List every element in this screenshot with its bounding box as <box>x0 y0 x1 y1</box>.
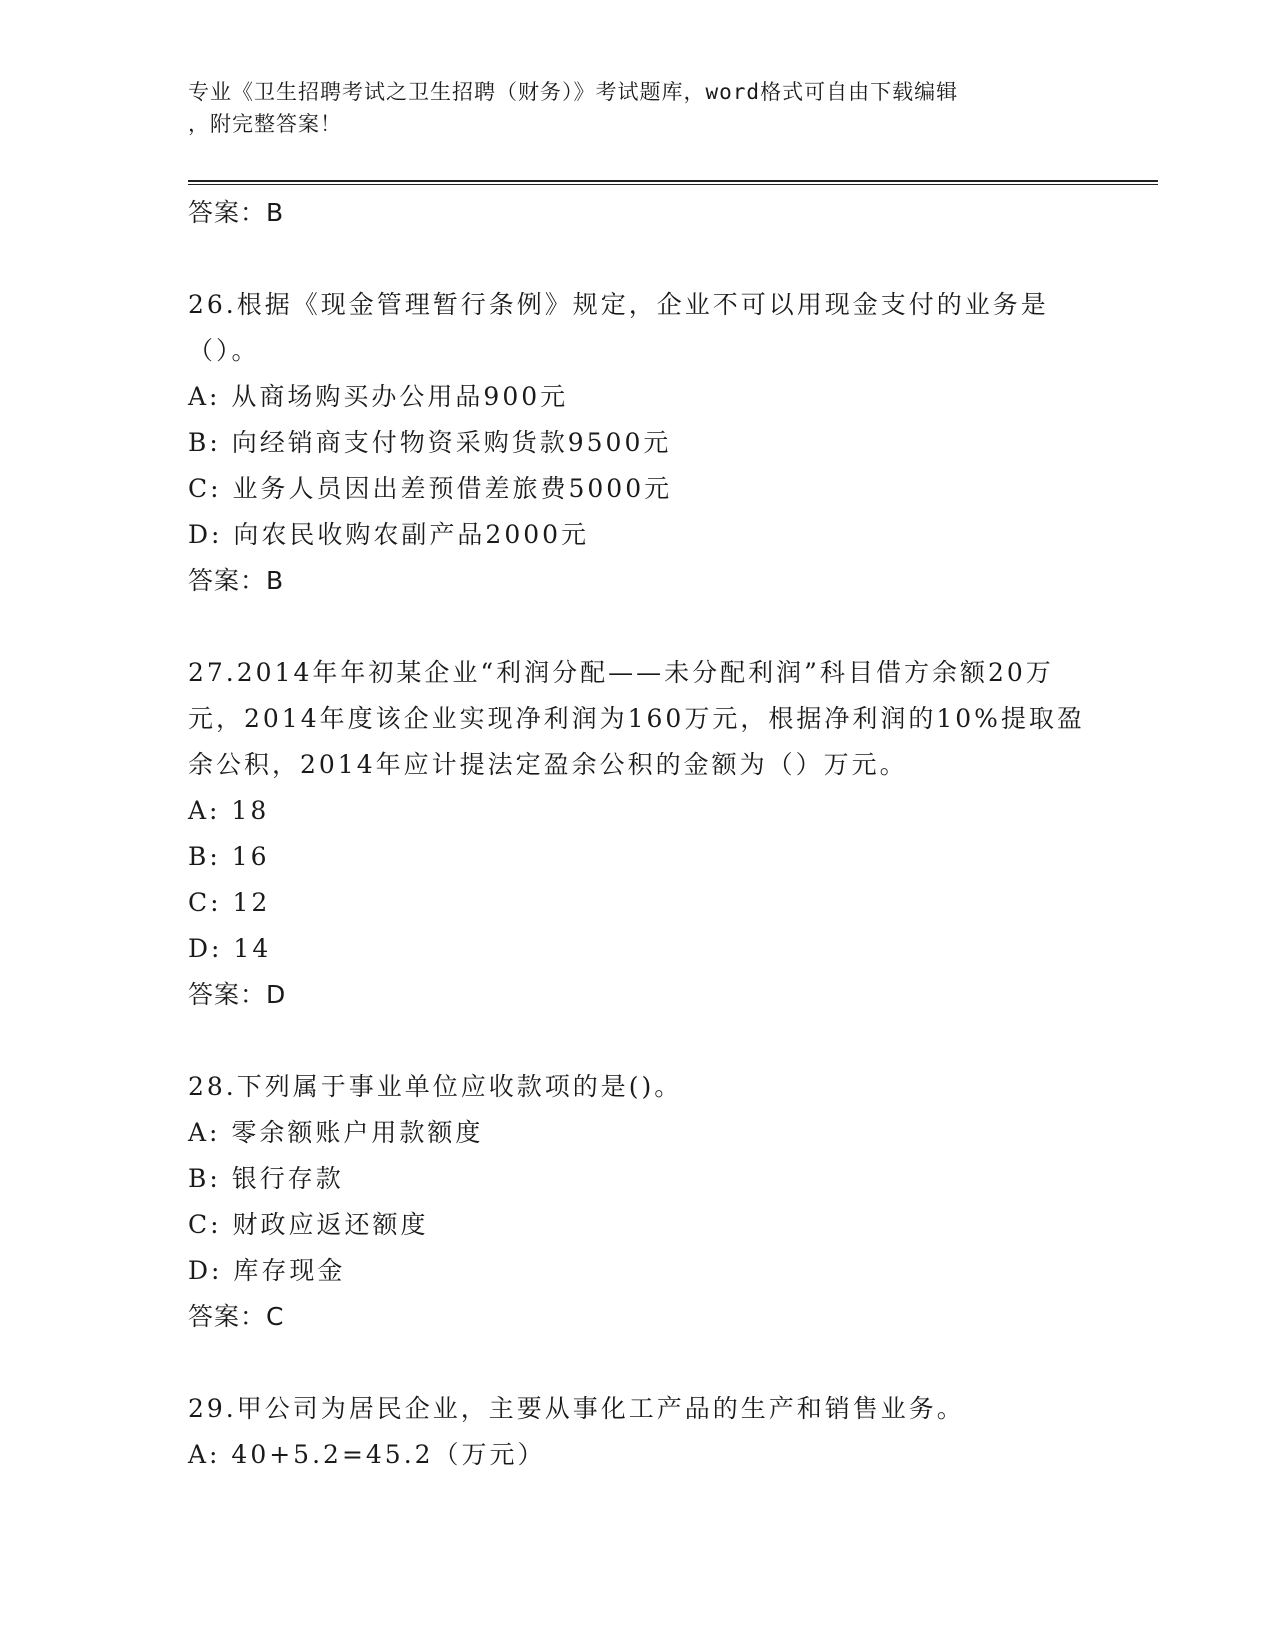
answer: 答案：D <box>188 980 287 1009</box>
question-text: 27.2014年年初某企业“利润分配——未分配利润”科目借方余额20万元，2014年度该企业实现净利润为160万元，根据净利润的10%提取盈余公积，2014年应计提法定盈余公积的金额为（）万元。 <box>188 658 1085 779</box>
option-b: B: 银行存款 <box>188 1164 344 1193</box>
spacer <box>188 1340 1088 1386</box>
question-26 <box>188 282 1088 604</box>
option-c: C: 12 <box>188 888 271 917</box>
question-text: 29.甲公司为居民企业，主要从事化工产品的生产和销售业务。 <box>188 1394 965 1423</box>
spacer <box>188 1018 1088 1064</box>
option-a: A: 零余额账户用款额度 <box>188 1118 484 1147</box>
option-d: D: 14 <box>188 934 272 963</box>
option-d: D: 向农民收购农副产品2000元 <box>188 520 590 549</box>
question-29 <box>188 1386 1088 1478</box>
spacer <box>188 604 1088 650</box>
option-c: C: 财政应返还额度 <box>188 1210 429 1239</box>
option-a: A: 从商场购买办公用品900元 <box>188 382 569 411</box>
page-header <box>188 76 1068 140</box>
header-line-2: ，附完整答案！ <box>188 112 342 136</box>
previous-answer: 答案：B <box>188 198 285 227</box>
option-b: B: 16 <box>188 842 270 871</box>
option-d: D: 库存现金 <box>188 1256 346 1285</box>
header-line-1: 专业《卫生招聘考试之卫生招聘（财务）》考试题库，word格式可自由下载编辑 <box>188 80 959 104</box>
answer: 答案：C <box>188 1302 285 1331</box>
question-list <box>188 190 1088 1478</box>
question-text: 28.下列属于事业单位应收款项的是()。 <box>188 1072 683 1101</box>
header-divider-thin <box>188 184 1158 185</box>
spacer <box>188 236 1088 282</box>
option-a: A: 40+5.2=45.2（万元） <box>188 1440 546 1469</box>
question-27 <box>188 650 1088 1018</box>
option-b: B: 向经销商支付物资采购货款9500元 <box>188 428 672 457</box>
option-c: C: 业务人员因出差预借差旅费5000元 <box>188 474 673 503</box>
question-text: 26.根据《现金管理暂行条例》规定，企业不可以用现金支付的业务是（）。 <box>188 290 1049 365</box>
question-28 <box>188 1064 1088 1340</box>
header-divider-thick <box>188 180 1158 182</box>
option-a: A: 18 <box>188 796 270 825</box>
answer: 答案：B <box>188 566 285 595</box>
